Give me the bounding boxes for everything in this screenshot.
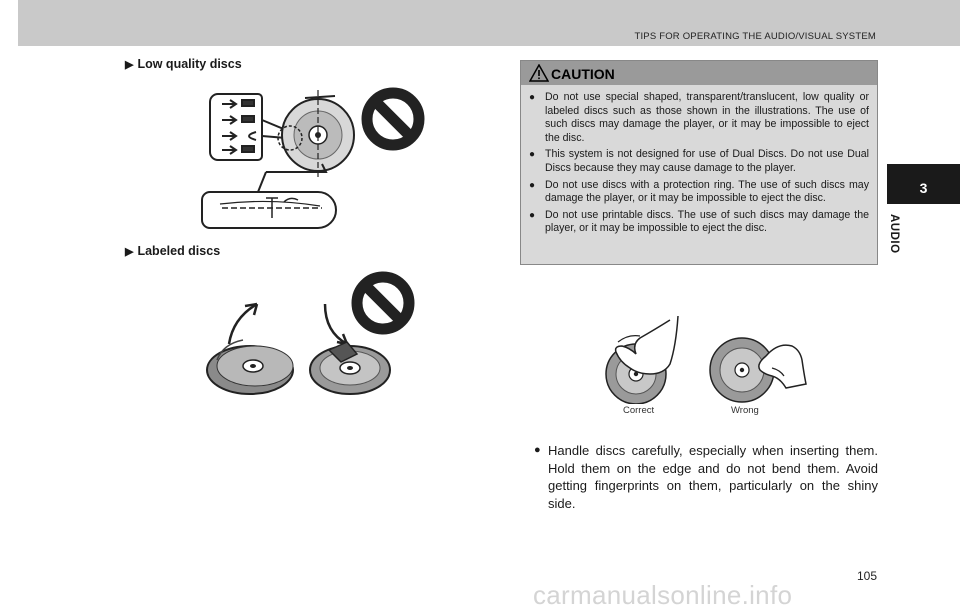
heading-labeled-text: Labeled discs: [137, 244, 221, 258]
section-tab-name-text: AUDIO: [888, 214, 900, 254]
prohibited-icon: [350, 270, 416, 336]
caution-item: [529, 91, 869, 145]
caution-item-text: Do not use printable discs. The use of such discs may damage the player, or it may be impossible to eject the disc.: [545, 208, 869, 235]
caution-item: [529, 209, 869, 236]
bullet-icon: ●: [529, 209, 536, 221]
heading-low-quality: [125, 57, 242, 71]
header-title: TIPS FOR OPERATING THE AUDIO/VISUAL SYSTEM: [634, 31, 876, 42]
caption-correct: Correct: [623, 405, 655, 416]
handling-note-text: Handle discs carefully, especially when inserting them. Hold them on the edge and do not bend them. Avoid getting fingerprints on them, particularly on the shiny side.: [548, 443, 878, 511]
bullet-icon: ●: [529, 92, 536, 103]
heading-low-quality-text: Low quality discs: [137, 57, 242, 71]
caution-item: [529, 179, 869, 206]
watermark: carmanualsonline.info: [533, 580, 793, 610]
warning-triangle-icon: [529, 64, 549, 82]
caution-box: [520, 60, 878, 265]
bullet-icon: ●: [529, 179, 536, 191]
caution-item-text: Do not use discs with a protection ring. The use of such discs may damage the player, or it may be impossible to eject the disc.: [545, 178, 869, 205]
page-number: 105: [857, 569, 878, 583]
handling-note: [534, 442, 878, 512]
caution-title: CAUTION: [551, 66, 615, 82]
prohibited-icon: [360, 86, 426, 152]
triangle-bullet-icon: ▶: [125, 59, 134, 71]
caution-item: [529, 148, 869, 175]
section-tab-name: [888, 206, 912, 266]
bullet-icon: ●: [529, 149, 536, 161]
caution-list: [521, 85, 877, 236]
disc-handling-illustration: [600, 312, 810, 404]
caution-item-text: This system is not designed for use of Dual Discs. Do not use Dual Discs because they may cause damage to the player.: [545, 148, 869, 174]
triangle-bullet-icon: ▶: [125, 246, 134, 258]
section-tab-number: 3: [887, 164, 960, 204]
caution-header: [521, 61, 877, 85]
caption-wrong: Wrong: [731, 405, 759, 416]
bullet-icon: ●: [534, 444, 541, 456]
caution-item-text: Do not use special shaped, transparent/translucent, low quality or labeled discs such as those shown in the illustrations. The use of such discs may damage the player, or it may be impossible to eject the disc.: [545, 91, 869, 144]
heading-labeled: [125, 244, 220, 258]
